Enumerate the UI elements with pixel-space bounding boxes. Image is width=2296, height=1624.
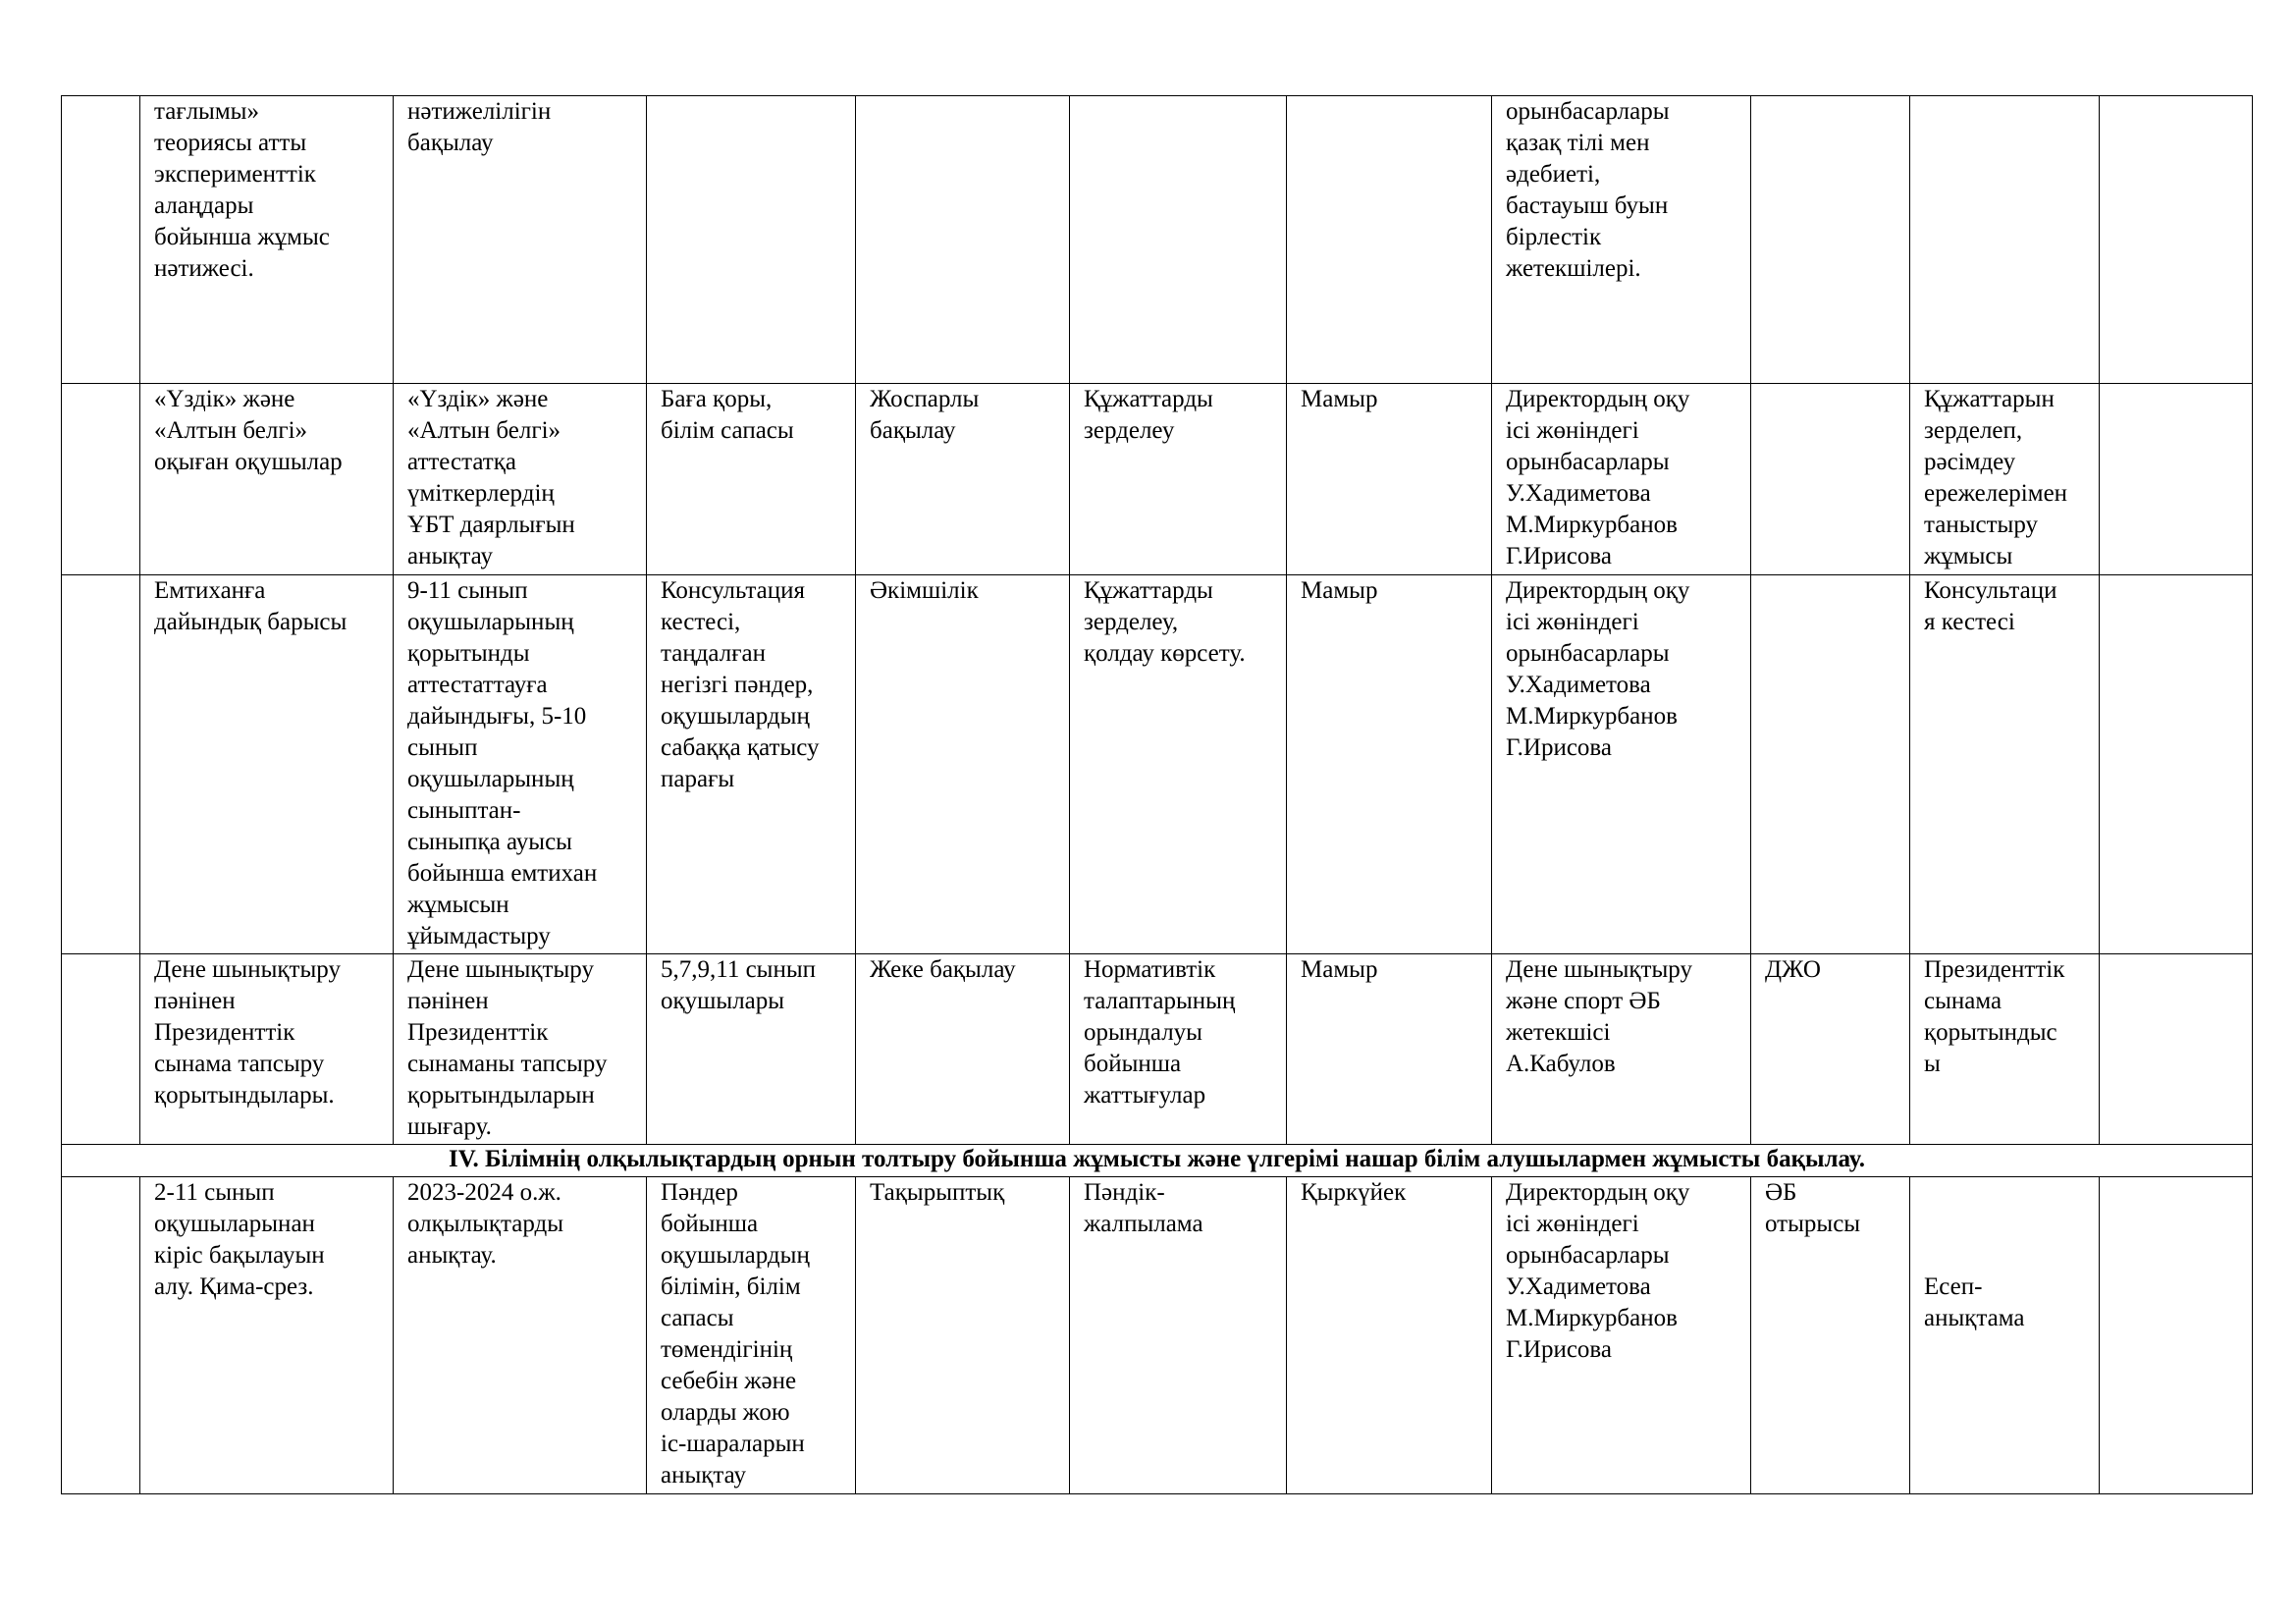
table-row [62, 954, 2253, 1145]
table-row [62, 384, 2253, 575]
row-number-cell [62, 954, 140, 1145]
result-cell: Консультаци я кестесі [1910, 575, 2100, 954]
control-method-cell: Нормативтік талаптарының орындалуы бойынша жаттығулар [1070, 954, 1287, 1145]
row-number-cell [62, 1177, 140, 1494]
responsible-cell: Дене шынықтыру және спорт ӘБ жетекшісі А.Кабулов [1492, 954, 1751, 1145]
control-method-cell: Құжаттарды зерделеу [1070, 384, 1287, 575]
control-subject-cell: 5,7,9,11 сынып оқушылары [647, 954, 856, 1145]
section-heading-row [62, 1145, 2253, 1177]
control-subject-cell: Баға қоры, білім сапасы [647, 384, 856, 575]
review-place-cell [1751, 96, 1910, 384]
control-method-cell: Құжаттарды зерделеу, қолдау көрсету. [1070, 575, 1287, 954]
deadline-cell [1287, 96, 1492, 384]
section-heading: IV. Білімнің олқылықтардың орнын толтыру бойынша жұмысты және үлгерімі нашар білім алушылармен жұмысты бақылау. [62, 1145, 2253, 1177]
deadline-cell: Мамыр [1287, 954, 1492, 1145]
responsible-cell: Директордың оқу ісі жөніндегі орынбасарлары У.Хадиметова М.Миркурбанов Г.Ирисова [1492, 1177, 1751, 1494]
review-place-cell: ӘБ отырысы [1751, 1177, 1910, 1494]
control-object-cell: 2-11 сынып оқушыларынан кіріс бақылауын алу. Қима-срез. [140, 1177, 394, 1494]
control-type-cell: Әкімшілік [856, 575, 1070, 954]
control-subject-cell: Консультация кестесі, таңдалған негізгі пәндер, оқушылардың сабаққа қатысу парағы [647, 575, 856, 954]
followup-cell [2100, 575, 2253, 954]
table-row [62, 575, 2253, 954]
control-purpose-cell: «Үздік» және «Алтын белгі» аттестатқа үміткерлердің ҰБТ даярлығын анықтау [394, 384, 647, 575]
result-cell [1910, 96, 2100, 384]
responsible-cell: Директордың оқу ісі жөніндегі орынбасарлары У.Хадиметова М.Миркурбанов Г.Ирисова [1492, 575, 1751, 954]
control-method-cell: Пәндік- жалпылама [1070, 1177, 1287, 1494]
deadline-cell: Мамыр [1287, 384, 1492, 575]
responsible-cell: Директордың оқу ісі жөніндегі орынбасарлары У.Хадиметова М.Миркурбанов Г.Ирисова [1492, 384, 1751, 575]
control-purpose-cell: Дене шынықтыру пәнінен Президенттік сынаманы тапсыру қорытындыларын шығару. [394, 954, 647, 1145]
control-object-cell: тағлымы» теориясы атты эксперименттік алаңдары бойынша жұмыс нәтижесі. [140, 96, 394, 384]
control-type-cell: Жеке бақылау [856, 954, 1070, 1145]
table-row [62, 96, 2253, 384]
followup-cell [2100, 384, 2253, 575]
row-number-cell [62, 384, 140, 575]
followup-cell [2100, 954, 2253, 1145]
followup-cell [2100, 96, 2253, 384]
control-method-cell [1070, 96, 1287, 384]
control-type-cell: Тақырыптық [856, 1177, 1070, 1494]
responsible-cell: орынбасарлары қазақ тілі мен әдебиеті, бастауыш буын бірлестік жетекшілері. [1492, 96, 1751, 384]
control-object-cell: Емтиханға дайындық барысы [140, 575, 394, 954]
result-cell: Құжаттарын зерделеп, рәсімдеу ережелерімен таныстыру жұмысы [1910, 384, 2100, 575]
row-number-cell [62, 96, 140, 384]
control-object-cell: Дене шынықтыру пәнінен Президенттік сынама тапсыру қорытындылары. [140, 954, 394, 1145]
control-purpose-cell: 2023-2024 о.ж. олқылықтарды анықтау. [394, 1177, 647, 1494]
deadline-cell: Мамыр [1287, 575, 1492, 954]
control-subject-cell: Пәндер бойынша оқушылардың білімін, білім сапасы төмендігінің себебін және оларды жою іс-шараларын анықтау [647, 1177, 856, 1494]
control-purpose-cell: 9-11 сынып оқушыларының қорытынды аттестаттауға дайындығы, 5-10 сынып оқушыларының сыныптан- сыныпқа ауысы бойынша емтихан жұмысын ұйымдастыру [394, 575, 647, 954]
review-place-cell: ДЖО [1751, 954, 1910, 1145]
result-cell: Есеп- анықтама [1910, 1177, 2100, 1494]
review-place-cell [1751, 384, 1910, 575]
control-purpose-cell: нәтижелілігін бақылау [394, 96, 647, 384]
row-number-cell [62, 575, 140, 954]
control-subject-cell [647, 96, 856, 384]
result-cell: Президенттік сынама қорытындыс ы [1910, 954, 2100, 1145]
control-object-cell: «Үздік» және «Алтын белгі» оқыған оқушылар [140, 384, 394, 575]
table-row [62, 1177, 2253, 1494]
deadline-cell: Қыркүйек [1287, 1177, 1492, 1494]
control-type-cell: Жоспарлы бақылау [856, 384, 1070, 575]
followup-cell [2100, 1177, 2253, 1494]
control-type-cell [856, 96, 1070, 384]
control-plan-table [61, 95, 2253, 1494]
review-place-cell [1751, 575, 1910, 954]
